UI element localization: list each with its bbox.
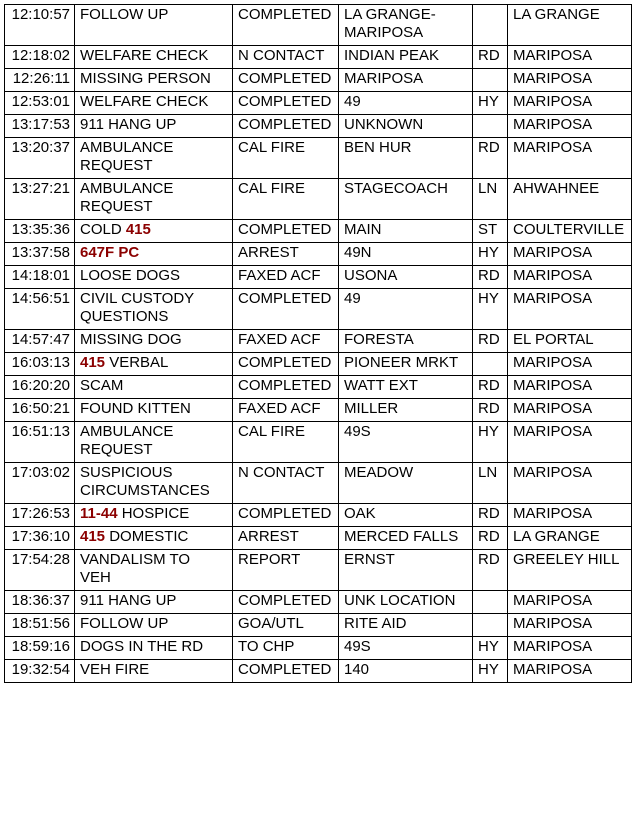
call-type-cell: [75, 660, 233, 683]
call-type-cell: [75, 614, 233, 637]
call-code-highlight: 415: [80, 528, 106, 545]
location-cell: OAK: [339, 504, 473, 527]
street-suffix-cell: HY: [473, 422, 508, 463]
call-type-cell: [75, 637, 233, 660]
time-cell: 13:27:21: [5, 179, 75, 220]
time-cell: 16:51:13: [5, 422, 75, 463]
table-row: [5, 138, 632, 179]
time-cell: 17:26:53: [5, 504, 75, 527]
location-cell: 140: [339, 660, 473, 683]
city-cell: MARIPOSA: [508, 92, 632, 115]
call-type-cell: [75, 463, 233, 504]
street-suffix-cell: RD: [473, 330, 508, 353]
call-type-text: 911 HANG UP: [80, 116, 177, 133]
location-cell: UNK LOCATION: [339, 591, 473, 614]
call-type-cell: [75, 266, 233, 289]
disposition-cell: COMPLETED: [233, 591, 339, 614]
time-cell: 17:54:28: [5, 550, 75, 591]
city-cell: MARIPOSA: [508, 289, 632, 330]
time-cell: 14:57:47: [5, 330, 75, 353]
time-cell: 12:18:02: [5, 46, 75, 69]
disposition-cell: COMPLETED: [233, 376, 339, 399]
location-cell: USONA: [339, 266, 473, 289]
location-cell: MEADOW: [339, 463, 473, 504]
street-suffix-cell: RD: [473, 550, 508, 591]
time-cell: 16:20:20: [5, 376, 75, 399]
time-cell: 16:03:13: [5, 353, 75, 376]
call-code-highlight: 415: [125, 221, 151, 238]
call-type-text: CIVIL CUSTODY QUESTIONS: [80, 290, 195, 325]
time-cell: 13:35:36: [5, 220, 75, 243]
disposition-cell: FAXED ACF: [233, 266, 339, 289]
table-row: [5, 614, 632, 637]
table-row: [5, 353, 632, 376]
disposition-cell: CAL FIRE: [233, 138, 339, 179]
table-row: [5, 46, 632, 69]
location-cell: 49S: [339, 422, 473, 463]
call-type-text: MISSING PERSON: [80, 70, 211, 87]
city-cell: MARIPOSA: [508, 115, 632, 138]
disposition-cell: COMPLETED: [233, 220, 339, 243]
street-suffix-cell: [473, 614, 508, 637]
call-type-text: VEH FIRE: [80, 661, 150, 678]
call-type-text: 911 HANG UP: [80, 592, 177, 609]
city-cell: MARIPOSA: [508, 463, 632, 504]
location-cell: INDIAN PEAK: [339, 46, 473, 69]
city-cell: MARIPOSA: [508, 69, 632, 92]
city-cell: AHWAHNEE: [508, 179, 632, 220]
disposition-cell: COMPLETED: [233, 69, 339, 92]
city-cell: MARIPOSA: [508, 353, 632, 376]
table-row: [5, 591, 632, 614]
table-row: [5, 220, 632, 243]
table-row: [5, 399, 632, 422]
disposition-cell: ARREST: [233, 243, 339, 266]
street-suffix-cell: RD: [473, 46, 508, 69]
time-cell: 17:36:10: [5, 527, 75, 550]
disposition-cell: COMPLETED: [233, 353, 339, 376]
location-cell: MAIN: [339, 220, 473, 243]
city-cell: MARIPOSA: [508, 660, 632, 683]
street-suffix-cell: RD: [473, 399, 508, 422]
location-cell: 49N: [339, 243, 473, 266]
call-type-text: AMBULANCE REQUEST: [80, 139, 174, 174]
call-type-text: AMBULANCE REQUEST: [80, 180, 174, 215]
street-suffix-cell: LN: [473, 179, 508, 220]
street-suffix-cell: RD: [473, 504, 508, 527]
table-row: [5, 5, 632, 46]
disposition-cell: COMPLETED: [233, 92, 339, 115]
call-type-text: VERBAL: [105, 354, 169, 371]
location-cell: LA GRANGE- MARIPOSA: [339, 5, 473, 46]
table-row: [5, 463, 632, 504]
location-cell: UNKNOWN: [339, 115, 473, 138]
time-cell: 19:32:54: [5, 660, 75, 683]
location-cell: RITE AID: [339, 614, 473, 637]
disposition-cell: FAXED ACF: [233, 330, 339, 353]
table-row: [5, 92, 632, 115]
city-cell: MARIPOSA: [508, 637, 632, 660]
call-type-cell: [75, 138, 233, 179]
call-code-highlight: 415: [80, 354, 106, 371]
location-cell: BEN HUR: [339, 138, 473, 179]
street-suffix-cell: RD: [473, 527, 508, 550]
time-cell: 13:17:53: [5, 115, 75, 138]
street-suffix-cell: [473, 591, 508, 614]
table-row: [5, 550, 632, 591]
disposition-cell: ARREST: [233, 527, 339, 550]
call-type-cell: [75, 5, 233, 46]
time-cell: 16:50:21: [5, 399, 75, 422]
time-cell: 13:20:37: [5, 138, 75, 179]
disposition-cell: N CONTACT: [233, 463, 339, 504]
table-row: [5, 504, 632, 527]
call-type-cell: [75, 243, 233, 266]
disposition-cell: GOA/UTL: [233, 614, 339, 637]
location-cell: PIONEER MRKT: [339, 353, 473, 376]
location-cell: MILLER: [339, 399, 473, 422]
call-code-highlight: 647F PC: [80, 244, 140, 261]
city-cell: LA GRANGE: [508, 5, 632, 46]
street-suffix-cell: HY: [473, 243, 508, 266]
call-type-cell: [75, 46, 233, 69]
time-cell: 18:59:16: [5, 637, 75, 660]
city-cell: MARIPOSA: [508, 422, 632, 463]
call-type-text: SCAM: [80, 377, 124, 394]
location-cell: WATT EXT: [339, 376, 473, 399]
location-cell: MARIPOSA: [339, 69, 473, 92]
street-suffix-cell: [473, 69, 508, 92]
call-type-cell: [75, 330, 233, 353]
city-cell: MARIPOSA: [508, 243, 632, 266]
call-type-text: FOLLOW UP: [80, 615, 169, 632]
table-row: [5, 115, 632, 138]
table-row: [5, 660, 632, 683]
street-suffix-cell: RD: [473, 266, 508, 289]
disposition-cell: COMPLETED: [233, 289, 339, 330]
table-row: [5, 422, 632, 463]
call-type-cell: [75, 179, 233, 220]
call-type-cell: [75, 115, 233, 138]
disposition-cell: COMPLETED: [233, 115, 339, 138]
disposition-cell: COMPLETED: [233, 504, 339, 527]
call-type-text: WELFARE CHECK: [80, 93, 209, 110]
street-suffix-cell: HY: [473, 289, 508, 330]
city-cell: MARIPOSA: [508, 399, 632, 422]
street-suffix-cell: LN: [473, 463, 508, 504]
call-type-text: FOLLOW UP: [80, 6, 169, 23]
location-cell: STAGECOACH: [339, 179, 473, 220]
call-type-text: FOUND KITTEN: [80, 400, 191, 417]
call-type-text: WELFARE CHECK: [80, 47, 209, 64]
city-cell: EL PORTAL: [508, 330, 632, 353]
disposition-cell: CAL FIRE: [233, 422, 339, 463]
disposition-cell: FAXED ACF: [233, 399, 339, 422]
call-log-table: [4, 4, 632, 683]
call-type-text: HOSPICE: [117, 505, 190, 522]
time-cell: 17:03:02: [5, 463, 75, 504]
call-type-cell: [75, 504, 233, 527]
call-type-text: SUSPICIOUS CIRCUMSTANCES: [80, 464, 210, 499]
call-type-cell: [75, 591, 233, 614]
disposition-cell: TO CHP: [233, 637, 339, 660]
location-cell: 49: [339, 92, 473, 115]
time-cell: 13:37:58: [5, 243, 75, 266]
call-type-text: DOGS IN THE RD: [80, 638, 204, 655]
call-type-cell: [75, 69, 233, 92]
city-cell: GREELEY HILL: [508, 550, 632, 591]
location-cell: MERCED FALLS: [339, 527, 473, 550]
table-row: [5, 179, 632, 220]
street-suffix-cell: [473, 5, 508, 46]
street-suffix-cell: [473, 353, 508, 376]
time-cell: 18:51:56: [5, 614, 75, 637]
city-cell: MARIPOSA: [508, 138, 632, 179]
call-type-cell: [75, 220, 233, 243]
table-row: [5, 527, 632, 550]
city-cell: MARIPOSA: [508, 376, 632, 399]
time-cell: 14:56:51: [5, 289, 75, 330]
call-type-cell: [75, 92, 233, 115]
location-cell: FORESTA: [339, 330, 473, 353]
call-type-text: LOOSE DOGS: [80, 267, 181, 284]
call-type-cell: [75, 422, 233, 463]
call-code-highlight: 11-44: [80, 505, 118, 522]
table-row: [5, 69, 632, 92]
call-log-body: [5, 5, 632, 683]
location-cell: 49S: [339, 637, 473, 660]
disposition-cell: COMPLETED: [233, 660, 339, 683]
table-row: [5, 637, 632, 660]
call-type-cell: [75, 527, 233, 550]
city-cell: COULTERVILLE: [508, 220, 632, 243]
call-type-text: DOMESTIC: [105, 528, 189, 545]
location-cell: ERNST: [339, 550, 473, 591]
call-type-cell: [75, 289, 233, 330]
table-row: [5, 266, 632, 289]
table-row: [5, 376, 632, 399]
call-type-cell: [75, 399, 233, 422]
call-type-cell: [75, 376, 233, 399]
disposition-cell: REPORT: [233, 550, 339, 591]
disposition-cell: N CONTACT: [233, 46, 339, 69]
street-suffix-cell: HY: [473, 660, 508, 683]
location-cell: 49: [339, 289, 473, 330]
street-suffix-cell: [473, 115, 508, 138]
city-cell: MARIPOSA: [508, 266, 632, 289]
call-type-text: COLD: [80, 221, 126, 238]
city-cell: LA GRANGE: [508, 527, 632, 550]
street-suffix-cell: HY: [473, 637, 508, 660]
street-suffix-cell: HY: [473, 92, 508, 115]
time-cell: 14:18:01: [5, 266, 75, 289]
call-type-cell: [75, 550, 233, 591]
city-cell: MARIPOSA: [508, 504, 632, 527]
call-type-text: AMBULANCE REQUEST: [80, 423, 174, 458]
call-type-text: MISSING DOG: [80, 331, 182, 348]
time-cell: 18:36:37: [5, 591, 75, 614]
time-cell: 12:53:01: [5, 92, 75, 115]
table-row: [5, 289, 632, 330]
disposition-cell: COMPLETED: [233, 5, 339, 46]
time-cell: 12:10:57: [5, 5, 75, 46]
call-type-text: VANDALISM TO VEH: [80, 551, 191, 586]
city-cell: MARIPOSA: [508, 591, 632, 614]
city-cell: MARIPOSA: [508, 614, 632, 637]
street-suffix-cell: RD: [473, 138, 508, 179]
street-suffix-cell: ST: [473, 220, 508, 243]
city-cell: MARIPOSA: [508, 46, 632, 69]
disposition-cell: CAL FIRE: [233, 179, 339, 220]
time-cell: 12:26:11: [5, 69, 75, 92]
call-type-cell: [75, 353, 233, 376]
street-suffix-cell: RD: [473, 376, 508, 399]
table-row: [5, 330, 632, 353]
table-row: [5, 243, 632, 266]
